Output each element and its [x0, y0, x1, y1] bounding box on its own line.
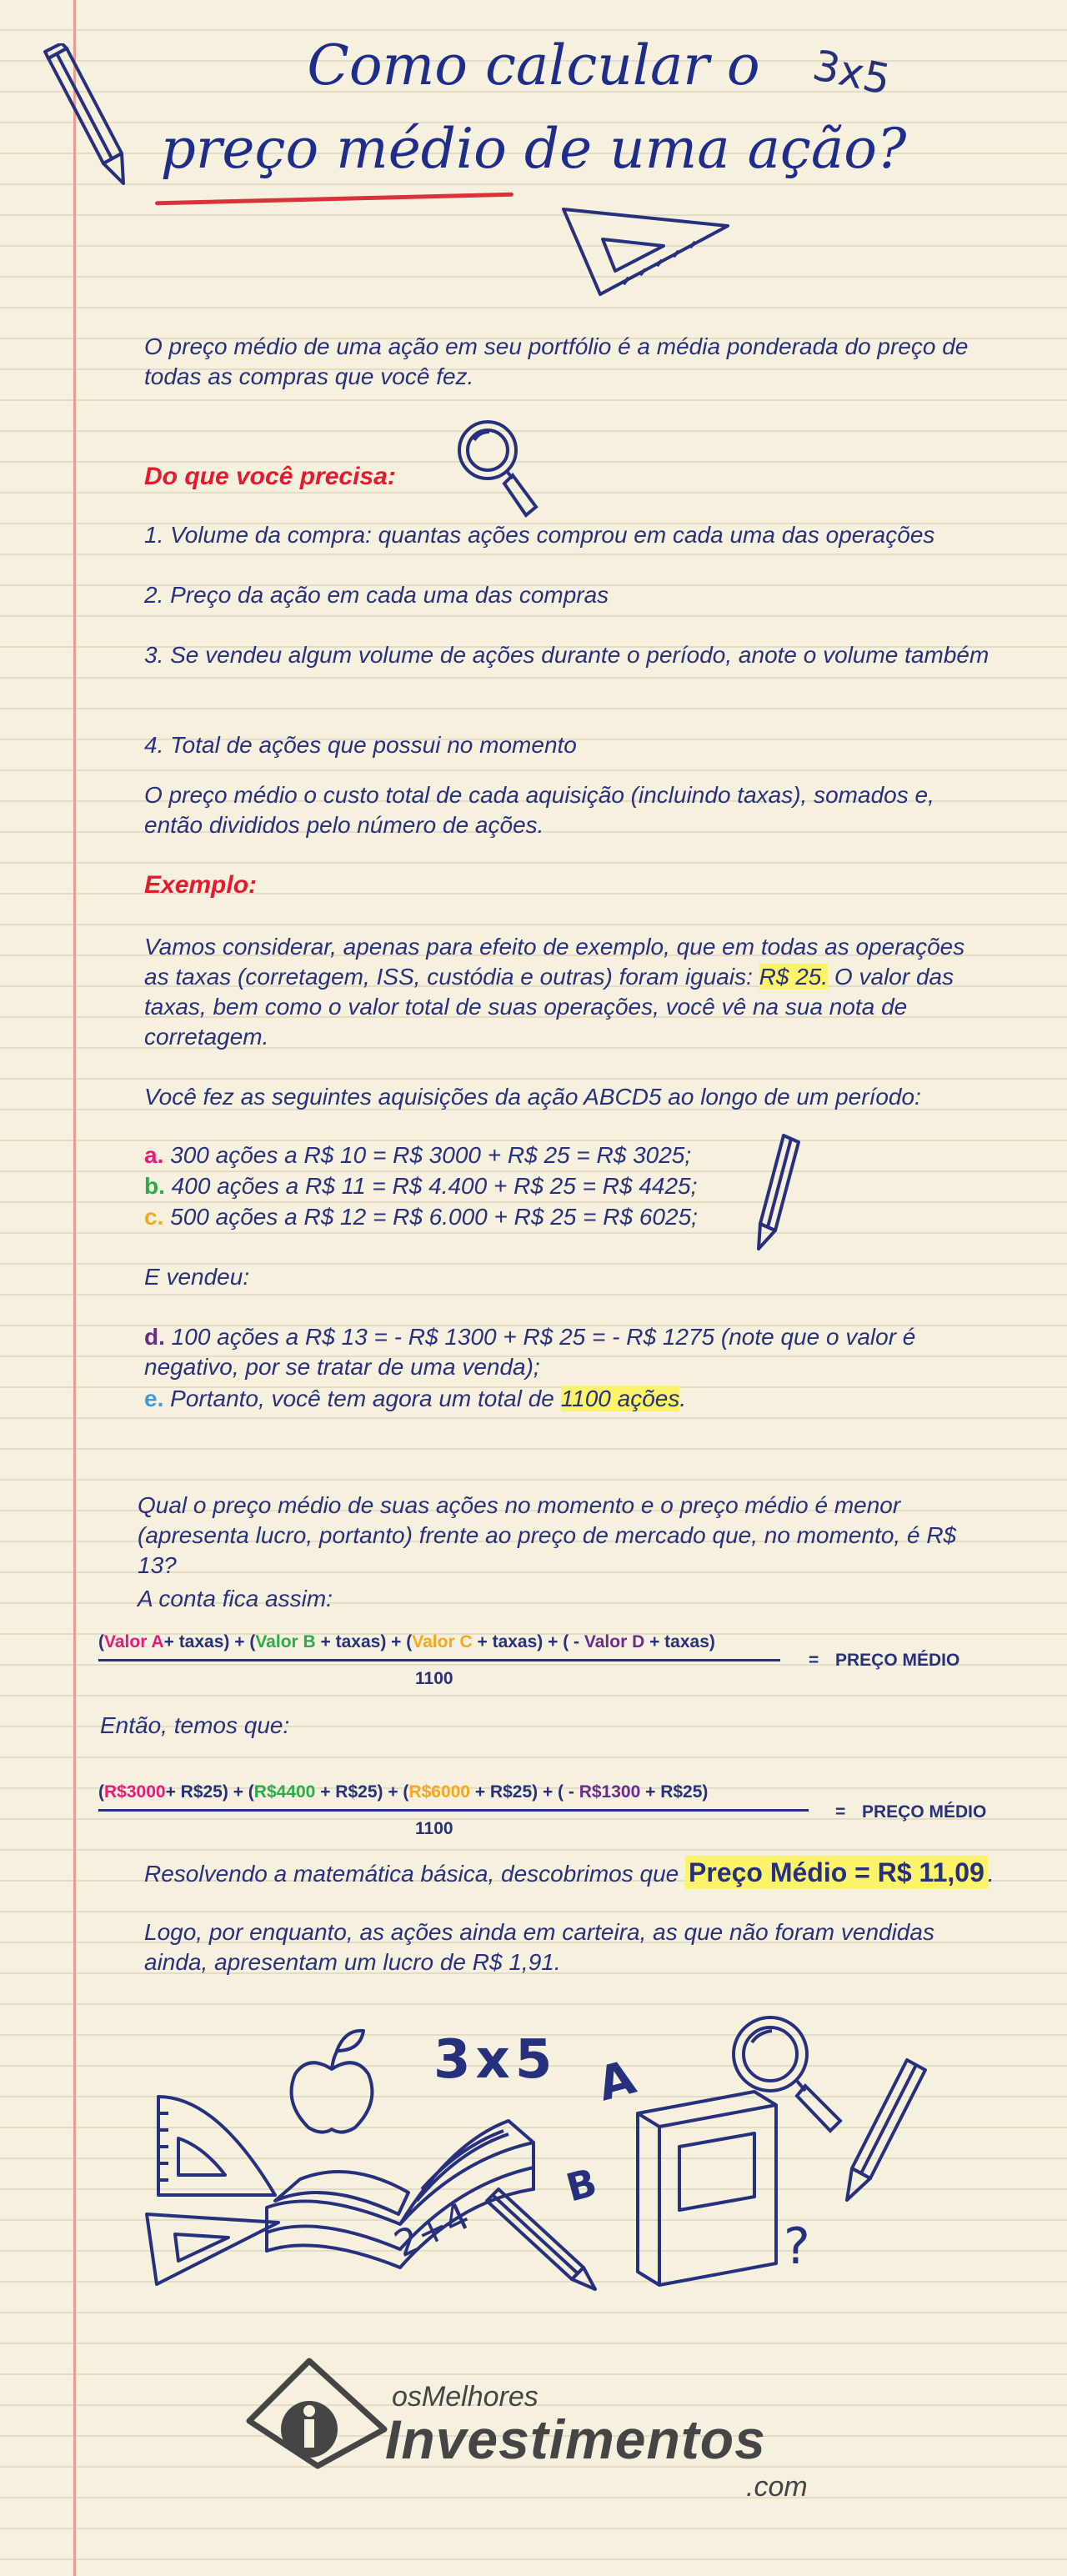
set-square-icon: [557, 204, 736, 300]
math-doodle-3x5: 3x5: [433, 2029, 558, 2091]
f2-valor-d: R$1300: [579, 1782, 641, 1802]
formula-2-numerator: [98, 1782, 708, 1802]
total-e-after: .: [679, 1386, 687, 1411]
formula-2-denominator: 1100: [415, 1819, 453, 1838]
logo-icon: [238, 2349, 396, 2474]
f1-valor-c: Valor C: [412, 1632, 473, 1651]
formula-2-result: PREÇO MÉDIO: [862, 1802, 987, 1822]
total-e-letter: e.: [144, 1386, 164, 1411]
resolution-text: [144, 1857, 1044, 1889]
pencil-icon-3: [483, 2184, 600, 2293]
header-math-doodle: 3x5: [808, 40, 895, 105]
magnifier-icon: [454, 417, 542, 521]
pencil-icon-2: [749, 1132, 807, 1253]
letter-b-doodle: B: [561, 2159, 602, 2211]
f1-part: + taxas) + ( -: [472, 1632, 584, 1651]
needs-heading: Do que você precisa:: [144, 463, 396, 490]
needs-item-1: 1. Volume da compra: quantas ações comprou em cada uma das operações: [144, 522, 935, 548]
f2-valor-a: R$3000: [104, 1782, 166, 1802]
logo-text-line3: .com: [746, 2471, 808, 2503]
f2-part: (: [98, 1782, 104, 1802]
f2-part: + R$25): [640, 1782, 709, 1802]
formula-1-denominator: 1100: [415, 1669, 453, 1688]
f2-part: + R$25) + (: [165, 1782, 254, 1802]
needs-item-3: 3. Se vendeu algum volume de ações durante o período, anote o volume também: [144, 642, 989, 668]
f1-valor-d: Valor D: [584, 1632, 645, 1651]
formula-1-result: PREÇO MÉDIO: [835, 1651, 960, 1670]
purchase-a: [144, 1140, 778, 1170]
needs-item-2: 2. Preço da ação em cada uma das compras: [144, 582, 609, 608]
purchase-b-letter: b.: [144, 1173, 165, 1199]
question-mark-doodle: ?: [784, 2218, 810, 2276]
f2-valor-c: R$6000: [408, 1782, 470, 1802]
purchase-a-letter: a.: [144, 1142, 164, 1168]
resolution-before: Resolvendo a matemática básica, descobrimos que: [144, 1861, 686, 1887]
f2-part: + R$25) + (: [315, 1782, 409, 1802]
resolution-after: .: [987, 1861, 994, 1887]
f1-valor-a: Valor A: [104, 1632, 164, 1651]
f2-part: + R$25) + ( -: [469, 1782, 579, 1802]
example-paragraph-1: [144, 932, 994, 1052]
formula-1-equals: =: [809, 1651, 819, 1670]
magnifier-icon-2: [725, 2009, 850, 2134]
sold-label: E vendeu:: [144, 1264, 250, 1290]
purchase-b-text: 400 ações a R$ 11 = R$ 4.400 + R$ 25 = R$ 4425;: [164, 1173, 698, 1199]
notebook-margin-line: [73, 0, 76, 2576]
pencil-icon-4: [842, 2055, 934, 2205]
formula-2-fraction-line: [98, 1809, 809, 1812]
f2-valor-b: R$4400: [253, 1782, 316, 1802]
letter-a-doodle: A: [592, 2050, 642, 2112]
f1-part: + taxas) + (: [315, 1632, 413, 1651]
purchase-c: [144, 1202, 778, 1232]
page-title-line1: Como calcular o: [307, 33, 760, 98]
formula-1-numerator: [98, 1632, 715, 1652]
example-paragraph-2: Você fez as seguintes aquisições da ação ABCD5 ao longo de um período:: [144, 1084, 921, 1110]
pencil-icon: [40, 43, 132, 189]
f1-part: + taxas): [644, 1632, 715, 1651]
logo-text-line1: osMelhores: [392, 2381, 539, 2413]
formula-1-fraction-line: [98, 1659, 780, 1661]
formula-2-equals: =: [835, 1802, 846, 1822]
example-heading: Exemplo:: [144, 871, 258, 899]
total-highlight: 1100 ações: [560, 1386, 680, 1411]
sum-doodle: 2+4: [388, 2194, 477, 2267]
conclusion-text: Logo, por enquanto, as ações ainda em carteira, as que não foram vendidas ainda, apresentam um lucro de R$ 1,91.: [144, 1919, 934, 1975]
f1-valor-b: Valor B: [255, 1632, 316, 1651]
total-e-text: Portanto, você tem agora um total de: [163, 1386, 561, 1411]
sale-d-text: 100 ações a R$ 13 = - R$ 1300 + R$ 25 = - R$ 1275 (note que o valor é negativo, por se tratar de uma venda);: [144, 1324, 916, 1380]
question-text: Qual o preço médio de suas ações no momento e o preço médio é menor (apresenta lucro, portanto) frente ao preço de mercado que, no momento, é R$ 13?: [138, 1492, 957, 1578]
tax-highlight: R$ 25.: [759, 964, 829, 990]
sale-d-letter: d.: [144, 1324, 165, 1350]
f1-part: + taxas) + (: [163, 1632, 256, 1651]
sale-d: [144, 1322, 994, 1382]
intro-text: O preço médio de uma ação em seu portfólio é a média ponderada do preço de todas as compras que você fez.: [144, 333, 969, 389]
title-underline: [155, 193, 513, 206]
example-p1-text: Vamos considerar, apenas para efeito de exemplo, que em todas as operações as taxas (corretagem, ISS, custódia e outras) foram iguais:: [144, 934, 965, 990]
purchase-c-text: 500 ações a R$ 12 = R$ 6.000 + R$ 25 = R$ 6025;: [163, 1204, 698, 1230]
purchase-c-letter: c.: [144, 1204, 164, 1230]
total-e: [144, 1384, 994, 1414]
needs-summary: O preço médio o custo total de cada aquisição (incluindo taxas), somados e, então divididos pelo número de ações.: [144, 782, 934, 838]
logo-text-line2: Investimentos: [385, 2408, 766, 2470]
formula-intro: A conta fica assim:: [138, 1586, 333, 1611]
needs-item-4: 4. Total de ações que possui no momento: [144, 732, 577, 758]
purchase-a-text: 300 ações a R$ 10 = R$ 3000 + R$ 25 = R$ 3025;: [163, 1142, 692, 1168]
page-title-line2: preço médio de uma ação?: [160, 117, 907, 181]
purchase-b: [144, 1171, 778, 1201]
f1-part: (: [98, 1632, 104, 1651]
then-label: Então, temos que:: [100, 1712, 290, 1738]
average-price-result: Preço Médio = R$ 11,09: [685, 1856, 988, 1889]
example-p1-text-after: O valor das taxas, bem como o valor total de suas operações, você vê na sua nota de corretagem.: [144, 964, 954, 1050]
